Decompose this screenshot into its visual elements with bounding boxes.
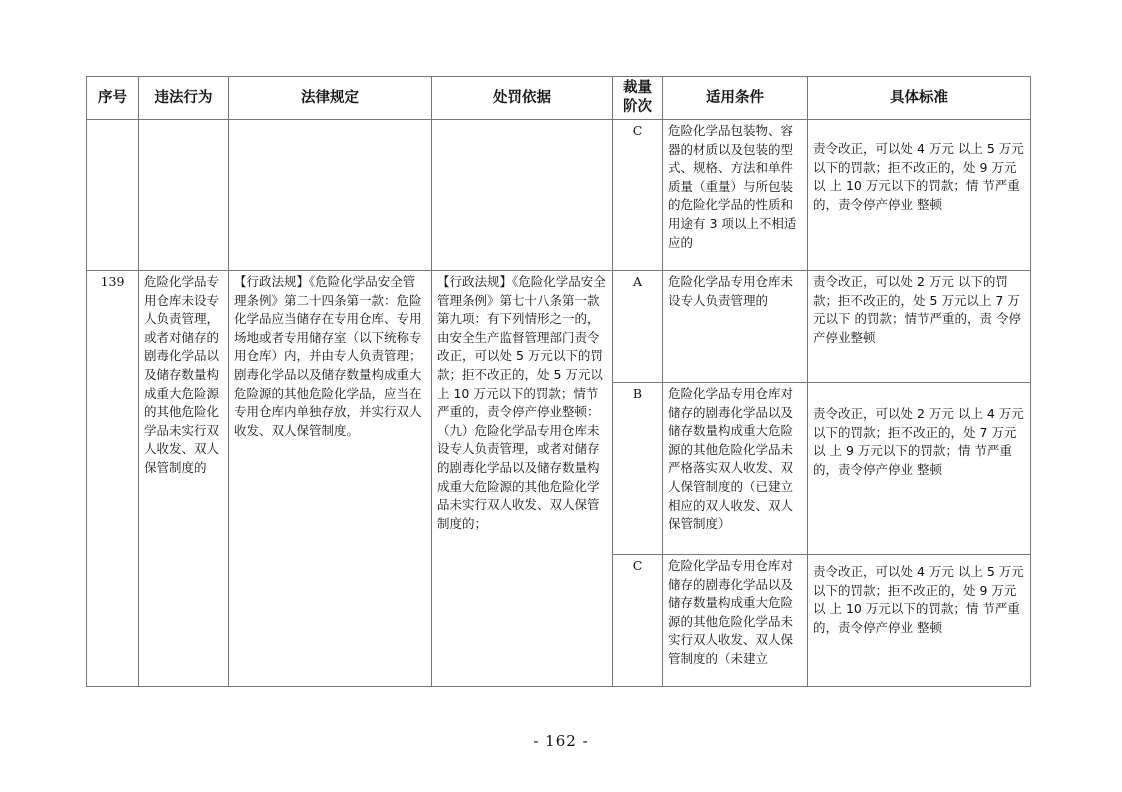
cell-law-empty [229,120,432,271]
header-seq: 序号 [87,77,139,120]
cell-seq-empty [87,120,139,271]
cell-violation-empty [139,120,229,271]
header-law: 法律规定 [229,77,432,120]
header-penalty-basis: 处罚依据 [432,77,613,120]
page-number: - 162 - [533,732,589,750]
header-standard: 具体标准 [808,77,1031,120]
cell-penalty-basis: 【行政法规】《危险化学品安全管理条例》第七十八条第一款第九项：有下列情形之一的，由安全生产监督管理部门责令改正，可以处 5 万元以下的罚款；拒不改正的，处 5 万元以上 10 万元以下的罚款；情节严重的，责令停产停业整顿：（九）危险化学品专用仓库未设专人负责管理，或者对储存的剧毒化学品以及储存数量构成重大危险源的其他危险化学品未实行双人收发、双人保管制度的； [432,271,613,687]
cell-condition: 危险化学品包装物、容器的材质以及包装的型式、规格、方法和单件质量（重量）与所包装的危险化学品的性质和用途有 3 项以上不相适应的 [663,120,808,271]
table-row [87,120,1031,271]
cell-level: B [613,383,663,555]
cell-violation: 危险化学品专用仓库未设专人负责管理，或者对储存的剧毒化学品以及储存数量构成重大危险源的其他危险化学品未实行双人收发、双人保管制度的 [139,271,229,687]
cell-seq: 139 [87,271,139,687]
cell-law: 【行政法规】《危险化学品安全管理条例》第二十四条第一款：危险化学品应当储存在专用仓库、专用场地或者专用储存室（以下统称专用仓库）内，并由专人负责管理；剧毒化学品以及储存数量构成重大危险源的其他危险化学品，应当在专用仓库内单独存放，并实行双人收发、双人保管制度。 [229,271,432,687]
cell-level: C [613,120,663,271]
cell-condition: 危险化学品专用仓库对储存的剧毒化学品以及储存数量构成重大危险源的其他危险化学品未实行双人收发、双人保管制度的（未建立 [663,555,808,687]
cell-standard: 责令改正，可以处 4 万元 以上 5 万元以下的罚款；拒不改正的，处 9 万元以 上 10 万元以下的罚款；情 节严重的，责令停产停业 整顿 [808,555,1031,687]
cell-standard: 责令改正，可以处 2 万元 以下的罚款；拒不改正的，处 5 万元以上 7 万元以下 的罚款；情节严重的，责 令停产停业整顿 [808,271,1031,383]
cell-condition: 危险化学品专用仓库对储存的剧毒化学品以及储存数量构成重大危险源的其他危险化学品未严格落实双人收发、双人保管制度的（已建立相应的双人收发、双人保管制度） [663,383,808,555]
header-violation: 违法行为 [139,77,229,120]
cell-level: A [613,271,663,383]
cell-standard: 责令改正，可以处 2 万元 以上 4 万元以下的罚款；拒不改正的，处 7 万元以 上 9 万元以下的罚款；情 节严重的，责令停产停业 整顿 [808,383,1031,555]
cell-level: C [613,555,663,687]
header-condition: 适用条件 [663,77,808,120]
regulation-table [86,76,1031,687]
cell-standard: 责令改正，可以处 4 万元 以上 5 万元以下的罚款；拒不改正的，处 9 万元以 上 10 万元以下的罚款；情 节严重的，责令停产停业 整顿 [808,120,1031,271]
header-level: 裁量阶次 [613,77,663,120]
cell-condition: 危险化学品专用仓库未设专人负责管理的 [663,271,808,383]
cell-basis-empty [432,120,613,271]
header-row [87,77,1031,120]
table-row [87,271,1031,383]
